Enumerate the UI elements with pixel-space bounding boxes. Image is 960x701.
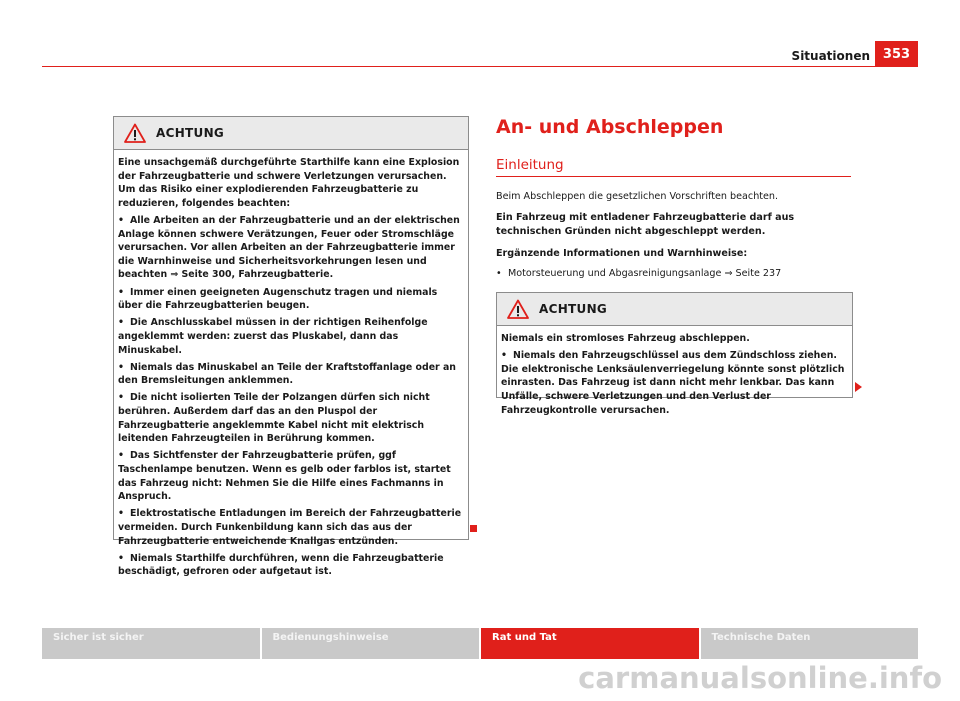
subsection-rule [496,176,851,177]
continue-arrow-icon[interactable] [855,382,862,392]
warning-item: • Niemals das Minuskabel an Teile der Kraftstoffanlage oder an den Bremsleitungen anklemmen. [118,361,456,387]
footer-nav [42,628,918,659]
warning-body [114,150,468,579]
tab-sicher-ist-sicher[interactable]: Sicher ist sicher [42,628,260,659]
warning-item: • Die Anschlusskabel müssen in der richtigen Reihenfolge angeklemmt werden: zuerst das Pluskabel, dann das Minuskabel. [118,317,428,356]
list-item: • Motorsteuerung und Abgasreinigungsanlage ⇒ Seite 237 [496,268,782,279]
warning-box-abschleppen [496,292,853,416]
paragraph-legal: Beim Abschleppen die gesetzlichen Vorschriften beachten. [496,191,779,202]
warning-body [497,326,852,417]
watermark: carmanualsonline.info [578,661,942,695]
paragraph-info-heading: Ergänzende Informationen und Warnhinweise: [496,248,748,259]
warning-item: • Niemals Starthilfe durchführen, wenn die Fahrzeugbatterie beschädigt, gefroren oder aufgetaut ist. [118,552,444,578]
warning-item: • Niemals den Fahrzeugschlüssel aus dem Zündschloss ziehen. Die elektronische Lenksäulenverriegelung könnte sonst plötzlich einrasten. Das Fahrzeug ist dann nicht mehr lenkbar. Das kann Unfälle, schwere Verletzungen und den Verlust der Fahrzeugkontrolle verursachen. [501,350,845,416]
warning-item: • Das Sichtfenster der Fahrzeugbatterie prüfen, ggf Taschenlampe benutzen. Wenn es gelb oder farblos ist, startet das Fahrzeug nicht: Nehmen Sie die Hilfe eines Fachmanns in Anspruch. [118,450,451,503]
header-rule [42,66,918,67]
warning-triangle-icon [507,299,529,319]
warning-item: • Elektrostatische Entladungen im Bereich der Fahrzeugbatterie vermeiden. Durch Funkenbildung kann sich das aus der Fahrzeugbatterie entweichende Knallgas entzünden. [118,508,462,547]
warning-item: • Immer einen geeigneten Augenschutz tragen und niemals über die Fahrzeugbatterien beugen. [118,286,438,312]
header-title: Situationen [791,49,870,63]
paragraph-battery-note: Ein Fahrzeug mit entladener Fahrzeugbatterie darf aus technischen Gründen nicht abgeschleppt werden. [496,212,795,237]
warning-box-starthilfe [113,116,469,578]
warning-heading: ACHTUNG [156,126,225,140]
warning-header [497,293,852,326]
end-of-section-marker [470,525,477,532]
warning-heading: ACHTUNG [539,302,608,316]
section-title: An- und Abschleppen [496,116,724,138]
warning-item: • Die nicht isolierten Teile der Polzangen dürfen sich nicht berühren. Außerdem darf das an den Pluspol der Fahrzeugbatterie angeklemmte Kabel nicht mit elektrisch leitenden Fahrzeugteilen in Berührung kommen. [118,392,430,445]
cross-reference-link[interactable]: Motorsteuerung und Abgasreinigungsanlage ⇒ Seite 237 [508,268,782,279]
tab-bedienungshinweise[interactable]: Bedienungshinweise [262,628,480,659]
warning-intro: Eine unsachgemäß durchgeführte Starthilfe kann eine Explosion der Fahrzeugbatterie und schwere Verletzungen verursachen. Um das Risiko einer explodierenden Fahrzeugbatterie zu reduzieren, folgendes beachten: [118,157,460,209]
warning-intro: Niemals ein stromloses Fahrzeug abschleppen. [501,333,750,344]
subsection-title: Einleitung [496,157,564,173]
tab-technische-daten[interactable]: Technische Daten [701,628,919,659]
tab-rat-und-tat[interactable]: Rat und Tat [481,628,699,659]
warning-triangle-icon [124,123,146,143]
page-number: 353 [875,41,918,67]
warning-item: • Alle Arbeiten an der Fahrzeugbatterie und an der elektrischen Anlage können schwere Verätzungen, Feuer oder Stromschläge verursachen. Vor allen Arbeiten an der Fahrzeugbatterie immer die Warnhinweise und Sicherheitsvorkehrungen lesen und beachten ⇒ Seite 300, Fahrzeugbatterie. [118,214,460,281]
warning-header [114,117,468,150]
